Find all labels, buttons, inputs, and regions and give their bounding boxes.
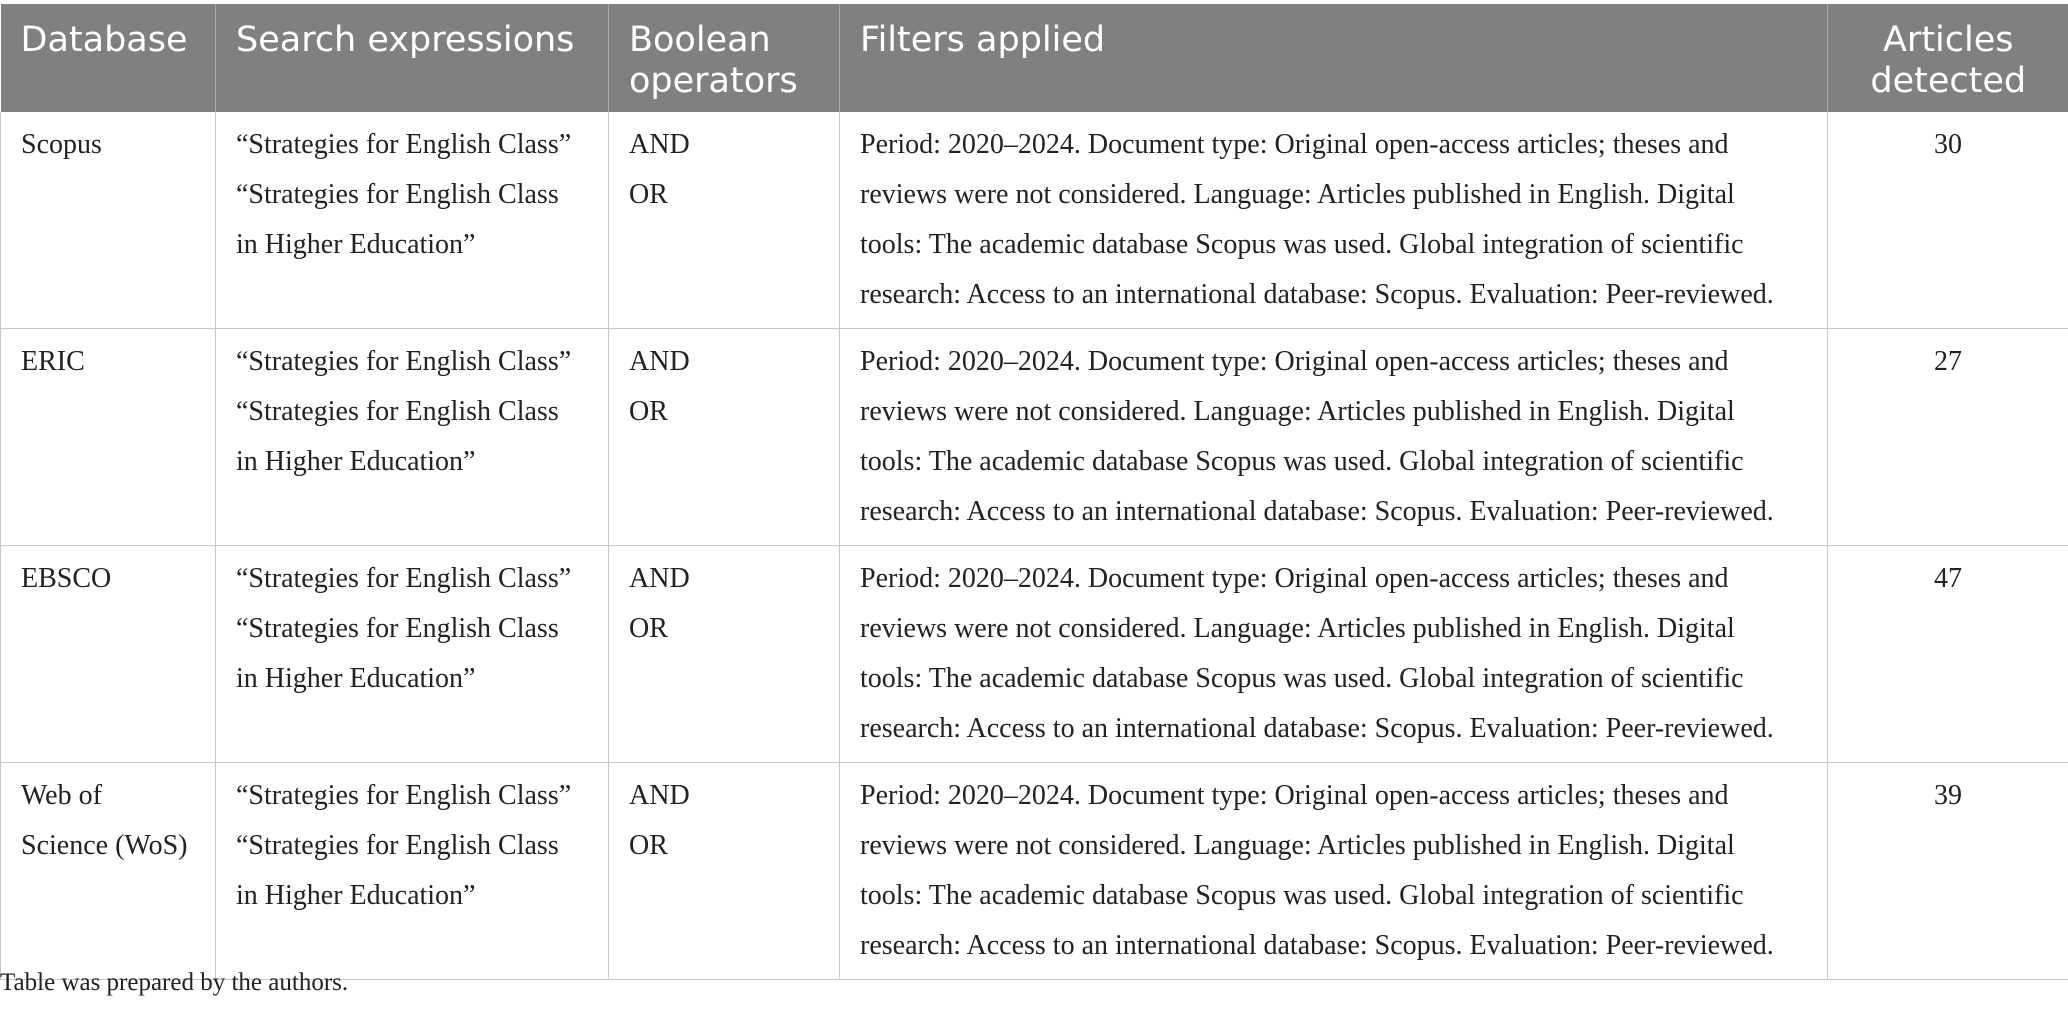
search-expression-line: “Strategies for English Class (236, 613, 559, 644)
database-cell (1, 546, 216, 763)
header-articles-detected (1828, 4, 2068, 112)
filter-text-line: reviews were not considered. Language: Articles published in English. Digital (860, 613, 1735, 644)
search-expression-line: “Strategies for English Class” (236, 346, 572, 377)
table-footnote: Table was prepared by the authors. (0, 969, 349, 996)
filter-text-line: Period: 2020–2024. Document type: Original open-access articles; theses and (860, 780, 1729, 811)
filter-text-line: tools: The academic database Scopus was used. Global integration of scientific (860, 229, 1744, 260)
articles-detected-cell: 39 (1828, 763, 2068, 980)
table-row (1, 112, 2068, 329)
search-expression-line: in Higher Education” (236, 446, 476, 477)
filters-applied-cell (840, 112, 1828, 329)
search-expressions-cell (216, 329, 609, 546)
filter-text-line: Period: 2020–2024. Document type: Original open-access articles; theses and (860, 346, 1729, 377)
filter-text-line: reviews were not considered. Language: Articles published in English. Digital (860, 830, 1735, 861)
table-header (1, 4, 2068, 112)
filters-applied-cell (840, 546, 1828, 763)
search-expression-line: “Strategies for English Class (236, 179, 559, 210)
header-row (1, 4, 2068, 112)
search-expression-line: “Strategies for English Class” (236, 129, 572, 160)
boolean-operator: OR (629, 830, 668, 861)
boolean-operator: OR (629, 396, 668, 427)
boolean-operator: OR (629, 613, 668, 644)
boolean-operator: AND (629, 129, 690, 160)
filter-text-line: reviews were not considered. Language: Articles published in English. Digital (860, 179, 1735, 210)
filters-applied-cell (840, 329, 1828, 546)
filter-text-line: tools: The academic database Scopus was used. Global integration of scientific (860, 446, 1744, 477)
database-name: Scopus (21, 129, 102, 160)
boolean-operator: AND (629, 346, 690, 377)
filter-text-line: reviews were not considered. Language: Articles published in English. Digital (860, 396, 1735, 427)
search-strategy-table (0, 4, 2068, 980)
search-expressions-cell (216, 546, 609, 763)
filters-applied-cell (840, 763, 1828, 980)
header-articles-line2: detected (1870, 61, 2027, 101)
header-boolean-line1: Boolean (629, 20, 771, 60)
search-expression-line: “Strategies for English Class” (236, 780, 572, 811)
filter-text-line: research: Access to an international database: Scopus. Evaluation: Peer-reviewed. (860, 713, 1774, 744)
header-boolean-operators (609, 4, 840, 112)
search-expression-line: in Higher Education” (236, 880, 476, 911)
search-strategy-table-container (0, 4, 2068, 980)
boolean-operators-cell (609, 763, 840, 980)
search-expression-line: in Higher Education” (236, 229, 476, 260)
filter-text-line: Period: 2020–2024. Document type: Original open-access articles; theses and (860, 563, 1729, 594)
database-cell (1, 763, 216, 980)
boolean-operators-cell (609, 112, 840, 329)
boolean-operators-cell (609, 329, 840, 546)
database-name: EBSCO (21, 563, 112, 594)
search-expression-line: “Strategies for English Class (236, 830, 559, 861)
filter-text-line: Period: 2020–2024. Document type: Original open-access articles; theses and (860, 129, 1729, 160)
filter-text-line: tools: The academic database Scopus was used. Global integration of scientific (860, 880, 1744, 911)
search-expression-line: “Strategies for English Class (236, 396, 559, 427)
boolean-operator: AND (629, 563, 690, 594)
boolean-operators-cell (609, 546, 840, 763)
boolean-operator: AND (629, 780, 690, 811)
search-expression-line: in Higher Education” (236, 663, 476, 694)
search-expressions-cell (216, 763, 609, 980)
table-row (1, 329, 2068, 546)
database-cell (1, 329, 216, 546)
search-expression-line: “Strategies for English Class” (236, 563, 572, 594)
table-row (1, 763, 2068, 980)
header-boolean-line2: operators (629, 61, 798, 101)
filter-text-line: research: Access to an international database: Scopus. Evaluation: Peer-reviewed. (860, 496, 1774, 527)
articles-detected-cell: 47 (1828, 546, 2068, 763)
filter-text-line: research: Access to an international database: Scopus. Evaluation: Peer-reviewed. (860, 930, 1774, 961)
database-cell (1, 112, 216, 329)
header-filters-applied: Filters applied (840, 4, 1828, 112)
filter-text-line: tools: The academic database Scopus was used. Global integration of scientific (860, 663, 1744, 694)
database-name: Science (WoS) (21, 830, 188, 861)
table-row (1, 546, 2068, 763)
filter-text-line: research: Access to an international database: Scopus. Evaluation: Peer-reviewed. (860, 279, 1774, 310)
database-name: ERIC (21, 346, 85, 377)
header-database: Database (1, 4, 216, 112)
header-articles-line1: Articles (1882, 20, 2014, 60)
database-name: Web of (21, 780, 102, 811)
header-search-expressions: Search expressions (216, 4, 609, 112)
table-body (1, 112, 2068, 980)
articles-detected-cell: 30 (1828, 112, 2068, 329)
search-expressions-cell (216, 112, 609, 329)
articles-detected-cell: 27 (1828, 329, 2068, 546)
boolean-operator: OR (629, 179, 668, 210)
